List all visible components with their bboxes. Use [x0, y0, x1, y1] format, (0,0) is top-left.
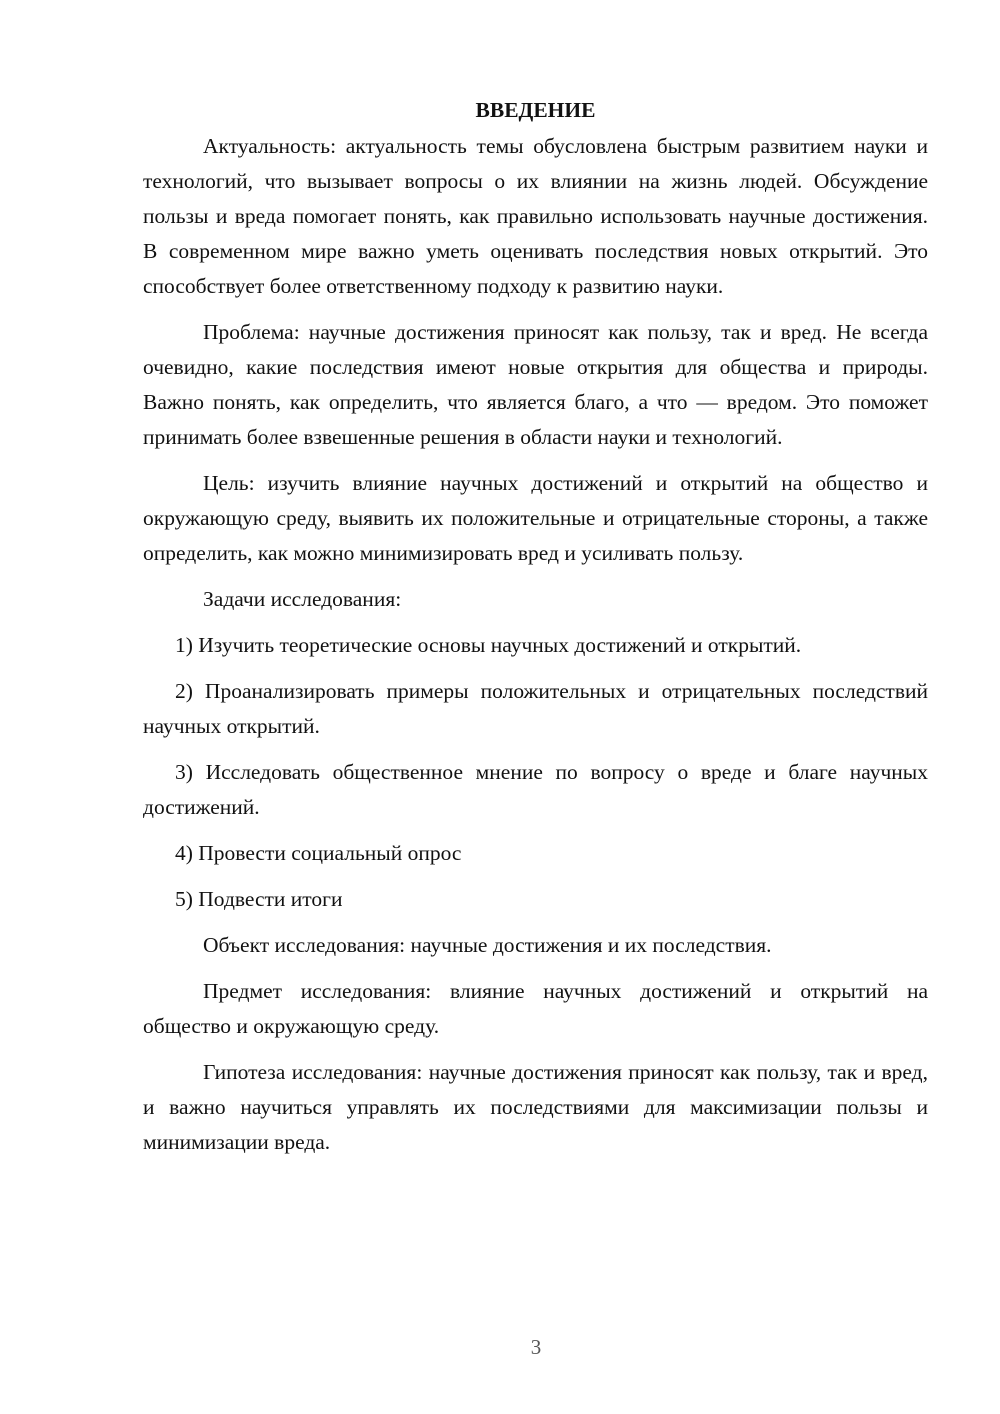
paragraph-subject: Предмет исследования: влияние научных достижений и открытий на общество и окружающую среду.	[143, 979, 928, 1038]
task-item-4: 4) Провести социальный опрос	[175, 841, 462, 865]
task-item-2: 2) Проанализировать примеры положительных и отрицательных последствий научных открытий.	[143, 679, 928, 738]
paragraph-relevance: Актуальность: актуальность темы обусловлена быстрым развитием науки и технологий, что вызывает вопросы о их влиянии на жизнь людей. Обсуждение пользы и вреда помогает понять, как правильно использовать научные достижения. В современном мире важно уметь оценивать последствия новых открытий. Это способствует более ответственному подходу к развитию науки.	[143, 134, 928, 298]
page-content	[143, 93, 928, 1171]
task-item-1: 1) Изучить теоретические основы научных достижений и открытий.	[175, 633, 802, 657]
paragraph-object: Объект исследования: научные достижения и их последствия.	[203, 933, 772, 957]
paragraph-tasks-heading: Задачи исследования:	[203, 587, 402, 611]
paragraph-goal: Цель: изучить влияние научных достижений и открытий на общество и окружающую среду, выявить их положительные и отрицательные стороны, а также определить, как можно минимизировать вред и усиливать пользу.	[143, 471, 928, 565]
paragraph-problem: Проблема: научные достижения приносят как пользу, так и вред. Не всегда очевидно, какие последствия имеют новые открытия для общества и природы. Важно понять, как определить, что является благо, а что — вредом. Это поможет принимать более взвешенные решения в области науки и технологий.	[143, 320, 928, 449]
task-item-5: 5) Подвести итоги	[175, 887, 343, 911]
paragraph-hypothesis: Гипотеза исследования: научные достижения приносят как пользу, так и вред, и важно научиться управлять их последствиями для максимизации пользы и минимизации вреда.	[143, 1060, 928, 1154]
task-item-3: 3) Исследовать общественное мнение по вопросу о вреде и благе научных достижений.	[143, 760, 928, 819]
section-title: ВВЕДЕНИЕ	[475, 98, 596, 122]
page-number: 3	[530, 1335, 542, 1359]
